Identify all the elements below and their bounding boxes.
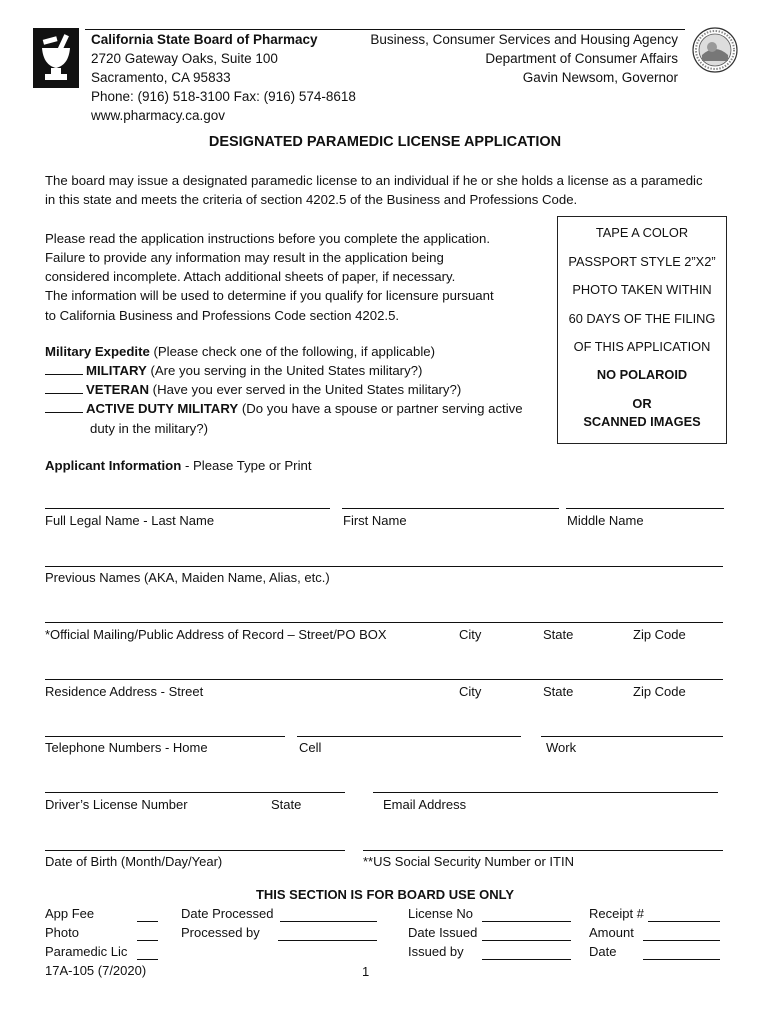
date-issued-label: Date Issued [408,925,478,940]
photo-field[interactable] [137,940,158,941]
ssn-label: **US Social Security Number or ITIN [363,854,574,869]
military-option-desc: (Are you serving in the United States military?) [146,363,423,379]
processed-by-label: Processed by [181,925,260,940]
amount-field[interactable] [643,940,720,941]
app-fee-field[interactable] [137,921,158,922]
board-phone: Phone: (916) 518-3100 Fax: (916) 574-8618 [91,89,356,104]
active-duty-option-desc: (Do you have a spouse or partner serving active [238,401,523,417]
email-label: Email Address [383,797,467,812]
last-name-label: Full Legal Name - Last Name [45,513,215,528]
date-processed-field[interactable] [280,921,377,922]
processed-by-field[interactable] [278,940,377,941]
date-field[interactable] [643,959,720,960]
paramedic-lic-label: Paramedic Lic [45,944,128,959]
applicant-heading-title: Applicant Information [45,458,182,473]
mailing-address-label: *Official Mailing/Public Address of Record – Street/PO BOX [45,627,387,642]
veteran-option-label: VETERAN [86,382,150,398]
instructions-paragraph [45,229,555,325]
cell-phone-label: Cell [299,740,322,755]
last-name-field[interactable] [45,508,330,509]
photo-box-line: TAPE A COLOR [595,225,689,240]
mailing-zip-label: Zip Code [633,627,686,642]
instructions-line: to California Business and Professions Code section 4202.5. [45,307,400,323]
mailing-state-label: State [543,627,574,642]
amount-label: Amount [589,925,634,940]
photo-box-line: OF THIS APPLICATION [573,339,711,354]
header-left-block [91,30,356,125]
photo-box-scanned-images: SCANNED IMAGES [583,414,701,429]
drivers-license-field[interactable] [45,792,345,793]
ssn-field[interactable] [363,850,723,851]
drivers-license-state-label: State [271,797,302,812]
active-duty-continuation: duty in the military?) [90,420,208,436]
board-name: California State Board of Pharmacy [91,32,318,47]
active-duty-option-label: ACTIVE DUTY MILITARY [86,401,239,417]
military-option-active-duty [45,399,555,418]
photo-box[interactable] [557,216,727,444]
middle-name-field[interactable] [566,508,724,509]
receipt-label: Receipt # [589,906,644,921]
first-name-field[interactable] [342,508,559,509]
issued-by-field[interactable] [482,959,571,960]
board-website[interactable]: www.pharmacy.ca.gov [91,108,226,123]
military-checkbox-line[interactable] [45,363,83,375]
mailing-address-field[interactable] [45,622,723,623]
residence-zip-label: Zip Code [633,684,686,699]
photo-box-line: PASSPORT STYLE 2”X2” [568,254,716,269]
photo-box-line: PHOTO TAKEN WITHIN [572,282,712,297]
veteran-checkbox-line[interactable] [45,382,83,394]
instructions-line: considered incomplete. Attach additional sheets of paper, if necessary. [45,269,456,285]
mailing-city-label: City [459,627,482,642]
residence-address-field[interactable] [45,679,723,680]
drivers-license-label: Driver’s License Number [45,797,188,812]
page-number: 1 [362,964,370,979]
work-phone-label: Work [546,740,577,755]
date-label: Date [589,944,617,959]
photo-label: Photo [45,925,79,940]
veteran-option-desc: (Have you ever served in the United States military?) [149,382,462,398]
first-name-label: First Name [343,513,407,528]
board-use-heading: THIS SECTION IS FOR BOARD USE ONLY [255,887,515,902]
residence-address-label: Residence Address - Street [45,684,204,699]
department-name: Department of Consumer Affairs [485,51,678,66]
residence-city-label: City [459,684,482,699]
applicant-heading [45,456,312,475]
governor-name: Gavin Newsom, Governor [522,70,678,85]
california-state-seal [692,27,738,73]
dob-label: Date of Birth (Month/Day/Year) [45,854,223,869]
pharmacy-mortar-pestle-logo [33,28,79,88]
license-no-field[interactable] [482,921,571,922]
military-option-label: MILITARY [86,363,147,379]
military-section [45,342,555,438]
header-right-block [370,30,678,87]
military-heading-note: (Please check one of the following, if applicable) [149,344,435,359]
page-title: DESIGNATED PARAMEDIC LICENSE APPLICATION [208,134,562,150]
intro-paragraph: The board may issue a designated paramedic license to an individual if he or she holds a license as a paramedic in this state and meets the criteria of section 4202.5 of the Business and Professions Code. [45,173,703,208]
agency-name: Business, Consumer Services and Housing Agency [370,32,678,47]
board-address-line2: Sacramento, CA 95833 [91,70,231,85]
photo-box-or: OR [632,396,652,411]
photo-box-no-polaroid: NO POLAROID [596,367,688,382]
license-no-label: License No [408,906,474,921]
date-processed-label: Date Processed [181,906,274,921]
photo-box-line: 60 DAYS OF THE FILING [568,311,716,326]
home-phone-field[interactable] [45,736,285,737]
issued-by-label: Issued by [408,944,464,959]
instructions-line: The information will be used to determine if you qualify for licensure pursuant [45,288,494,304]
board-address-line1: 2720 Gateway Oaks, Suite 100 [91,51,278,66]
previous-names-label: Previous Names (AKA, Maiden Name, Alias, etc.) [45,570,330,585]
dob-field[interactable] [45,850,345,851]
home-phone-label: Telephone Numbers - Home [45,740,208,755]
email-field[interactable] [373,792,718,793]
military-heading: Military Expedite [45,344,150,359]
instructions-line: Failure to provide any information may result in the application being [45,250,444,266]
previous-names-field[interactable] [45,566,723,567]
applicant-heading-note: - Please Type or Print [181,458,312,473]
app-fee-label: App Fee [45,906,95,921]
residence-state-label: State [543,684,574,699]
military-option-military [45,361,555,380]
active-duty-checkbox-line[interactable] [45,401,83,413]
military-option-veteran [45,380,555,399]
instructions-line: Please read the application instructions before you complete the application. [45,231,490,246]
date-issued-field[interactable] [482,940,571,941]
middle-name-label: Middle Name [567,513,644,528]
work-phone-field[interactable] [541,736,723,737]
paramedic-lic-field[interactable] [137,959,158,960]
form-id: 17A-105 (7/2020) [45,963,147,978]
cell-phone-field[interactable] [297,736,521,737]
receipt-field[interactable] [648,921,720,922]
